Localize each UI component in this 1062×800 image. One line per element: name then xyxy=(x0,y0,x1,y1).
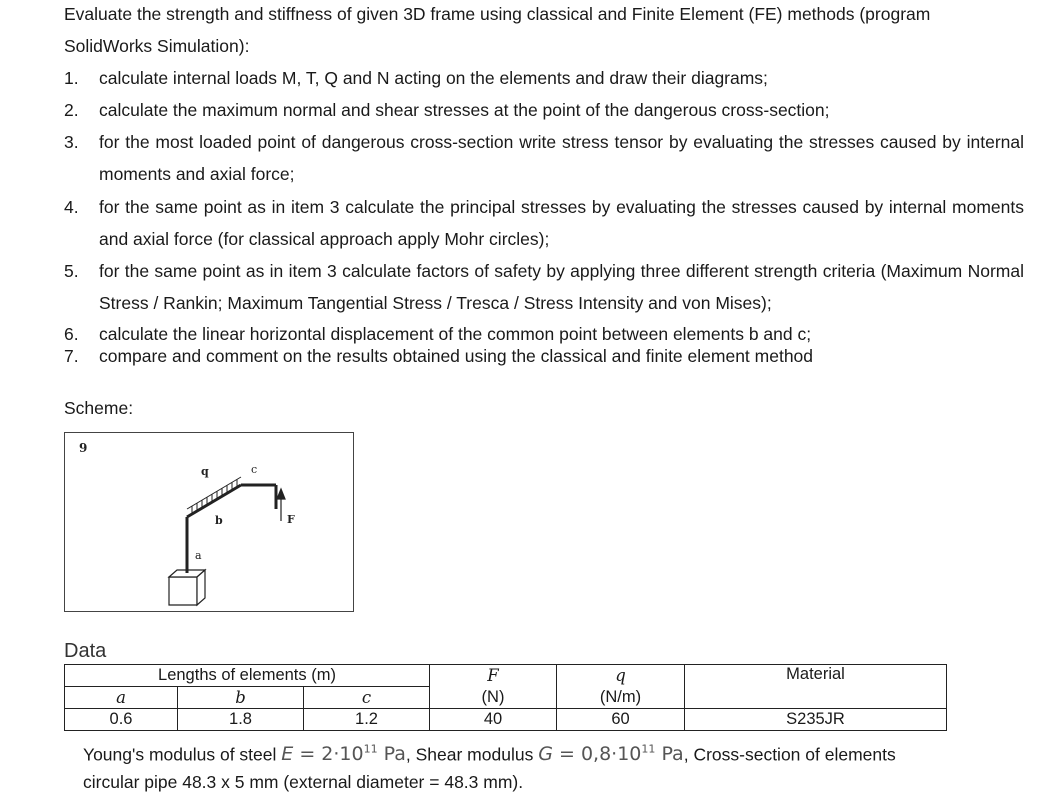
task-7 xyxy=(64,345,1024,367)
distributed-load-icon xyxy=(187,477,241,514)
col-header-F: F xyxy=(430,665,557,687)
task-text: for the most loaded point of dangerous cross-section write stress tensor by evaluating the stresses caused by internal moments and axial force; xyxy=(99,132,1024,184)
footnote-line-2: circular pipe 48.3 x 5 mm (external diameter = 48.3 mm). xyxy=(83,772,524,793)
task-number: 3. xyxy=(64,132,79,152)
E-formula: $E = 2\cdot 10^{11}$ Pa xyxy=(281,743,406,766)
G-formula: $G = 0,8\cdot 10^{11}$ Pa xyxy=(538,743,684,766)
element-b-line xyxy=(187,485,241,517)
task-number: 4. xyxy=(64,197,79,217)
task-6 xyxy=(64,323,1024,345)
col-header-b: b xyxy=(178,687,304,709)
value-q: 60 xyxy=(557,709,685,731)
cross-section-label: Cross-section of elements xyxy=(693,744,896,765)
task-text: compare and comment on the results obtained using the classical and finite element method xyxy=(99,346,814,366)
material-header: Material xyxy=(685,665,947,709)
task-number: 5. xyxy=(64,261,79,281)
frame-diagram xyxy=(65,433,353,611)
table-row xyxy=(65,709,947,731)
col-header-a: a xyxy=(65,687,178,709)
col-header-c: c xyxy=(304,687,430,709)
data-title: Data xyxy=(64,640,107,662)
intro-line-2: SolidWorks Simulation): xyxy=(64,36,250,56)
scheme-number: 9 xyxy=(79,441,88,455)
task-number: 1. xyxy=(64,68,79,88)
task-number: 6. xyxy=(64,324,79,344)
unit-F: (N) xyxy=(430,687,557,709)
intro-text xyxy=(64,0,1024,62)
task-text: calculate the maximum normal and shear stresses at the point of the dangerous cross-section; xyxy=(99,100,830,120)
footnote xyxy=(83,736,1033,796)
youngs-label: Young's modulus of steel xyxy=(83,744,277,765)
task-number: 2. xyxy=(64,100,79,120)
task-text: for the same point as in item 3 calculate factors of safety by applying three different strength criteria (Maximum Normal Stress / Rankin; Maximum Tangential Stress / Tresca / Stress Intensity and von Mises); xyxy=(99,261,1024,313)
label-b: b xyxy=(215,514,223,527)
value-b: 1.8 xyxy=(178,709,304,731)
force-arrow-icon xyxy=(277,489,285,521)
lengths-header: Lengths of elements (m) xyxy=(65,665,430,687)
task-text: for the same point as in item 3 calculate the principal stresses by evaluating the stresses caused by internal moments and axial force (for classical approach apply Mohr circles); xyxy=(99,197,1024,249)
task-text: calculate internal loads M, T, Q and N acting on the elements and draw their diagrams; xyxy=(99,68,768,88)
task-1 xyxy=(64,62,1024,94)
unit-q: (N/m) xyxy=(557,687,685,709)
shear-label: Shear modulus xyxy=(415,744,534,765)
task-4 xyxy=(64,191,1024,255)
support-block-icon xyxy=(169,570,205,605)
label-F: F xyxy=(287,513,295,526)
value-F: 40 xyxy=(430,709,557,731)
value-material: S235JR xyxy=(685,709,947,731)
intro-line-1: Evaluate the strength and stiffness of given 3D frame using classical and Finite Element (FE) methods (program xyxy=(64,4,931,24)
scheme-figure xyxy=(64,432,354,612)
task-2 xyxy=(64,94,1024,126)
col-header-q: q xyxy=(557,665,685,687)
scheme-label: Scheme: xyxy=(64,398,134,418)
label-a: a xyxy=(195,549,202,562)
task-number: 7. xyxy=(64,346,79,366)
label-q: q xyxy=(201,465,209,478)
value-c: 1.2 xyxy=(304,709,430,731)
task-text: calculate the linear horizontal displacement of the common point between elements b and c; xyxy=(99,324,812,344)
data-table xyxy=(64,664,947,731)
task-5 xyxy=(64,255,1024,319)
footnote-line-1: Young's modulus of steel $E = 2\cdot 10^{11}$ Pa, Shear modulus $G = 0,8\cdot 10^{11}$ Pa, Cross-section of elements xyxy=(83,743,896,766)
task-3 xyxy=(64,126,1024,190)
label-c: c xyxy=(251,463,258,476)
value-a: 0.6 xyxy=(65,709,178,731)
